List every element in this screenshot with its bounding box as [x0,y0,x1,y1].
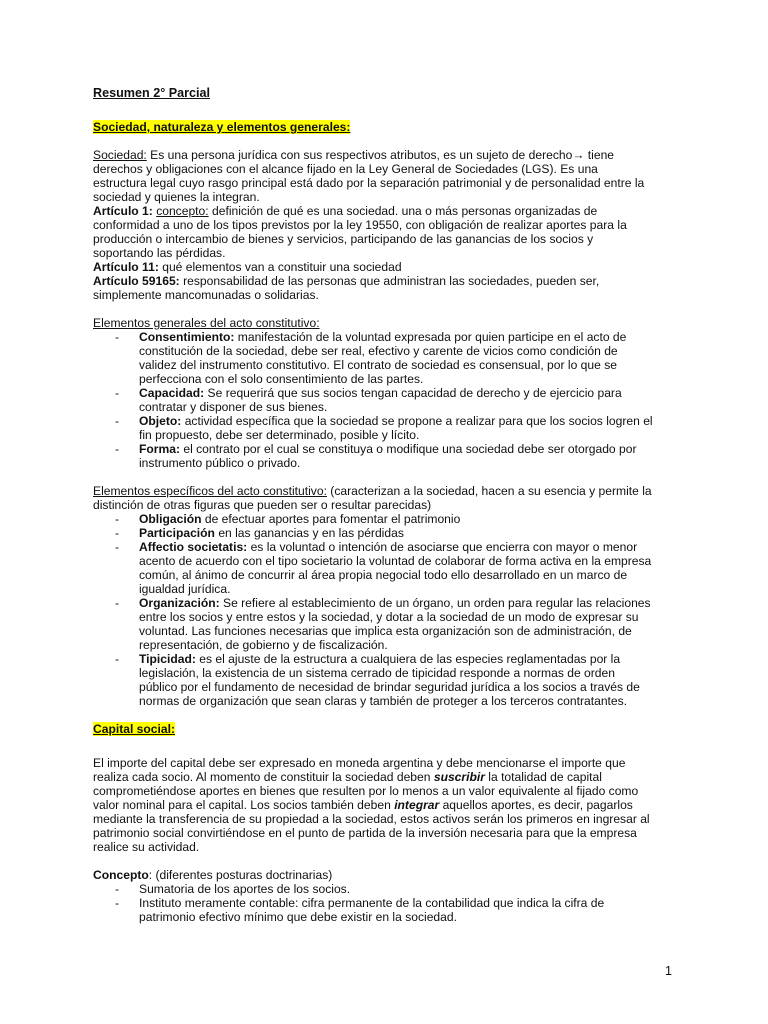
capital-paragraph [93,756,653,854]
articulo-11-label: Artículo 11: [93,260,159,274]
page-content [93,86,653,924]
list-marker: - [115,596,120,610]
item-text: Instituto meramente contable: cifra permanente de la contabilidad que indica la cifra de patrimonio efectivo mínimo que debe existir en la sociedad. [139,896,605,924]
item-text: el contrato por el cual se constituya o modifique una sociedad debe ser otorgado por instrumento público o privado. [139,442,637,470]
list-item [93,414,653,442]
articulo-1-paragraph [93,204,653,260]
concepto-label: Concepto [93,868,149,882]
capital-text-b: la totalidad de capital comprometiéndose aportes en bienes que resulten por lo menos a un valor equivalente al fijado como valor nominal para el capital. Los socios también deben [93,770,639,812]
articulo-59165-text: responsabilidad de las personas que administran las sociedades, pueden ser, simplemente mancomunadas o solidarias. [93,274,600,302]
page-title: Resumen 2° Parcial [93,86,211,100]
concepto-text: : (diferentes posturas doctrinarias) [148,868,333,882]
articulo-1-text: definición de qué es una sociedad. una o más personas organizadas de conformidad a uno de los tipos previstos por la ley 19550, con obligación de realizar aportes para la producción o intercambio de bienes y servicios, participando de las ganancias de los socios y soportando las pérdidas. [93,204,627,260]
elementos-especificos-list [93,512,653,708]
elementos-especificos-intro: (caracterizan a la sociedad, hacen a su esencia y permite la distinción de otras figuras que pueden ser o resultar parecidas) [93,484,652,512]
heading-highlight: Capital social: [93,722,175,736]
item-text: manifestación de la voluntad expresada por quien participe en el acto de constitución de la sociedad, debe ser real, efectivo y carente de vicios como condición de validez del instrumento constitutivo. El contrato de sociedad es consensual, por lo que se perfecciona con el solo consentimiento de las partes. [139,330,627,386]
item-term: Organización: [139,596,220,610]
item-text: Sumatoria de los aportes de los socios. [139,882,351,896]
capital-text-a: El importe del capital debe ser expresado en moneda argentina y debe mencionarse el importe que realiza cada socio. Al momento de constituir la sociedad deben [93,756,626,784]
item-text: Se requerirá que sus socios tengan capacidad de derecho y de ejercicio para contratar y disponer de sus bienes. [139,386,622,414]
list-marker: - [115,896,120,910]
item-text: en las ganancias y en las pérdidas [214,526,404,540]
articulo-59165-paragraph [93,274,653,302]
item-text: Se refiere al establecimiento de un órgano, un orden para regular las relaciones entre los socios y entre estos y la sociedad, y dotar a la sociedad de un modo de expresar su voluntad. Las funciones necesarias que implica esta organización son de administración, de representación, de gobierno y de fiscalización. [139,596,651,652]
elementos-generales-heading: Elementos generales del acto constitutivo: [93,316,320,330]
list-marker: - [115,652,120,666]
list-item [93,596,653,652]
item-text: es el ajuste de la estructura a cualquiera de las especies reglamentadas por la legislación, la existencia de un sistema cerrado de tipicidad responde a normas de orden público por el fundamento de necesidad de brindar seguridad jurídica a los socios a través de normas de organización que sean claras y también de proteger a los terceros contratantes. [139,652,640,708]
item-text: actividad específica que la sociedad se propone a realizar para que los socios logren el fin propuesto, debe ser determinado, posible y lícito. [139,414,653,442]
articulo-11-text: qué elementos van a constituir una sociedad [158,260,402,274]
item-term: Forma: [139,442,180,456]
concepto-list [93,882,653,924]
elementos-especificos-paragraph [93,484,653,512]
list-item [93,442,653,470]
list-marker: - [115,512,120,526]
list-item [93,652,653,708]
integrar-emphasis: integrar [394,798,440,812]
item-term: Obligación [139,512,202,526]
sociedad-paragraph [93,148,653,204]
list-marker: - [115,442,120,456]
articulo-59165-label: Artículo 59165: [93,274,180,288]
item-term: Tipicidad: [139,652,196,666]
list-marker: - [115,540,120,554]
list-item [93,882,653,896]
list-item [93,896,653,924]
elementos-especificos-heading: Elementos específicos del acto constitutivo: [93,484,327,498]
sociedad-label: Sociedad: [93,148,147,162]
concepto-label: concepto: [156,204,209,218]
list-item [93,512,653,526]
list-item [93,540,653,596]
item-text: de efectuar aportes para fomentar el patrimonio [201,512,461,526]
list-item [93,330,653,386]
list-item [93,526,653,540]
page-number: 1 [665,964,672,978]
item-term: Consentimiento: [139,330,235,344]
list-marker: - [115,386,120,400]
section-heading-capital [93,722,653,736]
item-term: Affectio societatis: [139,540,248,554]
item-text: es la voluntad o intención de asociarse que encierra con mayor o menor acento de acuerdo con el tipo societario la voluntad de colaborar de forma activa en la empresa común, al ánimo de concurrir al área propia negocial todo ello desarrollado en un marco de igualdad jurídica. [139,540,652,596]
concepto-paragraph [93,868,653,882]
list-marker: - [115,882,120,896]
sociedad-text: Es una persona jurídica con sus respectivos atributos, es un sujeto de derecho→ tiene derechos y obligaciones con el alcance fijado en la Ley General de Sociedades (LGS). Es una estructura legal cuyo rasgo principal está dado por la separación patrimonial y de personalidad entre la sociedad y quienes la integran. [93,148,645,204]
list-marker: - [115,414,120,428]
section-heading-sociedad [93,120,653,134]
item-term: Capacidad: [139,386,205,400]
articulo-11-paragraph [93,260,653,274]
articulo-1-label: Artículo 1: [93,204,153,218]
list-item [93,386,653,414]
item-term: Objeto: [139,414,182,428]
elementos-generales-list [93,330,653,470]
item-term: Participación [139,526,215,540]
list-marker: - [115,330,120,344]
heading-highlight: Sociedad, naturaleza y elementos generales: [93,120,351,134]
suscribir-emphasis: suscribir [433,770,485,784]
list-marker: - [115,526,120,540]
capital-text-c: aquellos aportes, es decir, pagarlos mediante la transferencia de su propiedad a la sociedad, estos activos serán los primeros en ingresar al patrimonio social convirtiéndose en el punto de partida de la inversión necesaria para que la empresa realice su actividad. [93,798,650,854]
